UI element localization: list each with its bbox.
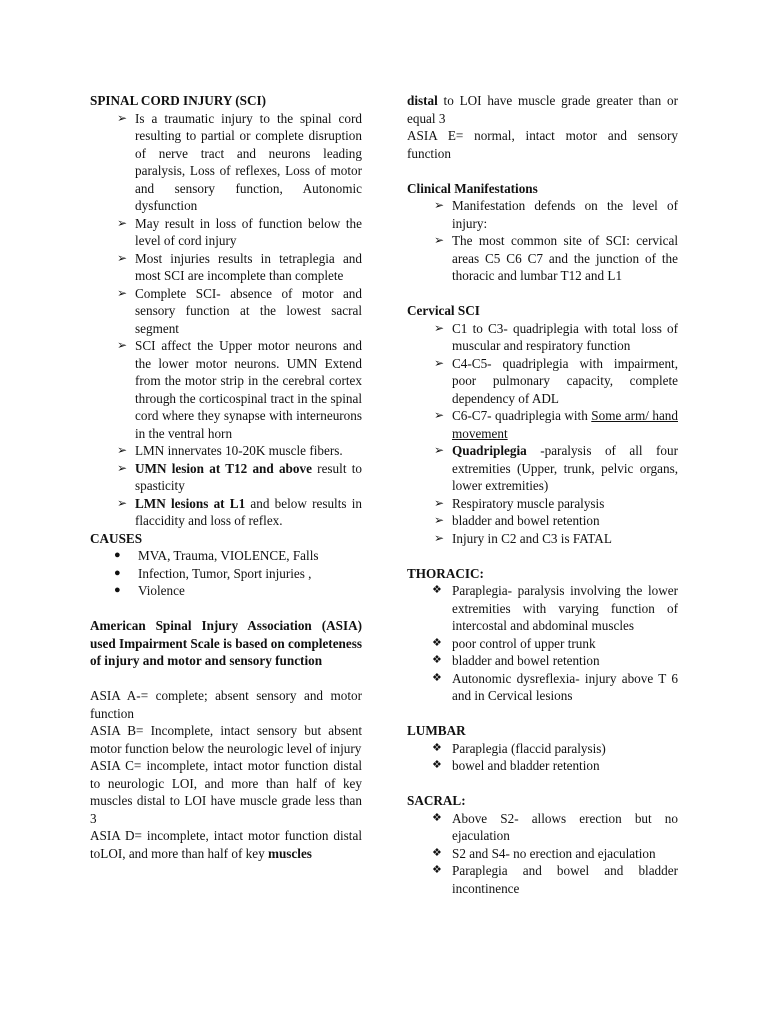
list-item: ➢ Injury in C2 and C3 is FATAL (434, 530, 612, 546)
list-item: ❖ Paraplegia (flaccid paralysis) (432, 740, 606, 756)
lumbar-list (407, 740, 678, 775)
asia-heading: American Spinal Injury Association (ASIA) used Impairment Scale is based on completeness of injury and motor and sensory function (90, 618, 362, 668)
arrow-bullet-icon: ➢ (117, 443, 128, 457)
list-item: ➢ LMN innervates 10-20K muscle fibers. (117, 443, 343, 458)
diamond-bullet-icon: ❖ (432, 864, 442, 876)
list-item: ❖ bowel and bladder retention (432, 758, 600, 773)
arrow-bullet-icon: ➢ (117, 285, 128, 300)
list-item: ➢ SCI affect the Upper motor neurons and the lower motor neurons. UMN Extend from the motor strip in the cerebral cortex through the corticospinal tract in the spinal cord where they synapse with interneurons in the ventral horn (117, 338, 362, 441)
arrow-bullet-icon: ➢ (434, 443, 445, 457)
arrow-bullet-icon: ➢ (117, 495, 128, 510)
diamond-bullet-icon: ❖ (432, 584, 442, 596)
list-item: ❖ S2 and S4- no erection and ejaculation (432, 845, 656, 861)
list-item-quadriplegia: ➢ Quadriplegia -paralysis of all four extremities (Upper, trunk, pelvic organs, lower extremities) (434, 443, 678, 493)
list-item: ➢ bladder and bowel retention (434, 513, 600, 528)
arrow-bullet-icon: ➢ (434, 495, 445, 510)
section-title-clinical: Clinical Manifestations (407, 180, 538, 196)
diamond-bullet-icon: ❖ (432, 846, 442, 859)
list-item: ➢ Respiratory muscle paralysis (434, 495, 605, 511)
arrow-bullet-icon: ➢ (117, 338, 128, 352)
section-title-lumbar: LUMBAR (407, 723, 466, 738)
list-item: ❖ Above S2- allows erection but no ejaculation (432, 810, 678, 843)
arrow-bullet-icon: ➢ (434, 320, 445, 335)
arrow-bullet-icon: ➢ (434, 233, 445, 247)
list-item-lmn: ➢ LMN lesions at L1 and below results in flaccidity and loss of reflex. (117, 495, 362, 528)
list-item: ❖ Autonomic dysreflexia- injury above T 6 and in Cervical lesions (432, 670, 678, 703)
asia-a: ASIA A-= complete; absent sensory and motor function (90, 688, 362, 721)
section-title-thoracic: THORACIC: (407, 565, 484, 581)
section-title-sci: SPINAL CORD INJURY (SCI) (90, 93, 266, 108)
list-item: ● Violence (114, 583, 185, 598)
arrow-bullet-icon: ➢ (117, 460, 128, 475)
sci-list (90, 110, 362, 530)
causes-list (90, 547, 362, 600)
diamond-bullet-icon: ❖ (432, 759, 442, 771)
asia-b: ASIA B= Incomplete, intact sensory but absent motor function below the neurologic level of injury (90, 723, 362, 756)
sacral-list (407, 810, 678, 898)
diamond-bullet-icon: ❖ (432, 671, 442, 684)
list-item: ● Infection, Tumor, Sport injuries , (114, 565, 312, 581)
diamond-bullet-icon: ❖ (432, 811, 442, 824)
list-item: ➢ The most common site of SCI: cervical areas C5 C6 C7 and the junction of the thoracic and lumbar T12 and L1 (434, 233, 678, 283)
thoracic-list (407, 582, 678, 705)
list-item: ❖ Paraplegia- paralysis involving the lower extremities with varying function of intercostal and abdominal muscles (432, 583, 678, 633)
list-item: ❖ Paraplegia and bowel and bladder incontinence (432, 863, 678, 896)
section-title-causes: CAUSES (90, 530, 143, 546)
arrow-bullet-icon: ➢ (434, 198, 445, 212)
left-column (90, 92, 362, 862)
diamond-bullet-icon: ❖ (432, 741, 442, 754)
cervical-list (407, 320, 678, 548)
dot-bullet-icon: ● (114, 584, 121, 596)
list-item-umn: ➢ UMN lesion at T12 and above result to spasticity (117, 460, 362, 493)
arrow-bullet-icon: ➢ (434, 408, 445, 422)
diamond-bullet-icon: ❖ (432, 654, 442, 666)
section-title-sacral: SACRAL: (407, 793, 466, 808)
list-item: ➢ Manifestation defends on the level of injury: (434, 198, 678, 231)
list-item: ● MVA, Trauma, VIOLENCE, Falls (114, 548, 319, 563)
list-item: ➢ C4-C5- quadriplegia with impairment, poor pulmonary capacity, complete dependency of ADL (434, 355, 678, 406)
asia-d-continued: distal to LOI have muscle grade greater than or equal 3 (407, 93, 678, 126)
section-title-cervical: Cervical SCI (407, 303, 480, 318)
clinical-list (407, 197, 678, 285)
arrow-bullet-icon: ➢ (434, 513, 445, 527)
diamond-bullet-icon: ❖ (432, 636, 442, 649)
list-item: ❖ poor control of upper trunk (432, 635, 596, 651)
asia-e: ASIA E= normal, intact motor and sensory function (407, 128, 678, 161)
list-item: ❖ bladder and bowel retention (432, 653, 600, 668)
list-item: ➢ Complete SCI- absence of motor and sensory function at the lowest sacral segment (117, 285, 362, 336)
arrow-bullet-icon: ➢ (117, 250, 128, 265)
arrow-bullet-icon: ➢ (117, 215, 128, 230)
list-item: ➢ Is a traumatic injury to the spinal cord resulting to partial or complete disruption of nerve tract and neurons leading paralysis, Loss of reflexes, Loss of motor and sensory function, Autonomic dysfunction (117, 110, 362, 213)
list-item: ➢ Most injuries results in tetraplegia and most SCI are incomplete than complete (117, 250, 362, 283)
dot-bullet-icon: ● (114, 566, 121, 579)
asia-c: ASIA C= incomplete, intact motor function distal to neurologic LOI, and more than half of key muscles distal to LOI have muscle grade less than 3 (90, 758, 362, 826)
arrow-bullet-icon: ➢ (434, 355, 445, 370)
asia-d: ASIA D= incomplete, intact motor function distal toLOI, and more than half of key muscles (90, 828, 362, 861)
list-item-c6: ➢ C6-C7- quadriplegia with Some arm/ hand movement (434, 408, 678, 441)
list-item: ➢ May result in loss of function below the level of cord injury (117, 215, 362, 248)
arrow-bullet-icon: ➢ (117, 110, 128, 125)
list-item: ➢ C1 to C3- quadriplegia with total loss of muscular and respiratory function (434, 320, 678, 353)
arrow-bullet-icon: ➢ (434, 530, 445, 545)
dot-bullet-icon: ● (114, 549, 121, 561)
right-column (407, 92, 678, 897)
